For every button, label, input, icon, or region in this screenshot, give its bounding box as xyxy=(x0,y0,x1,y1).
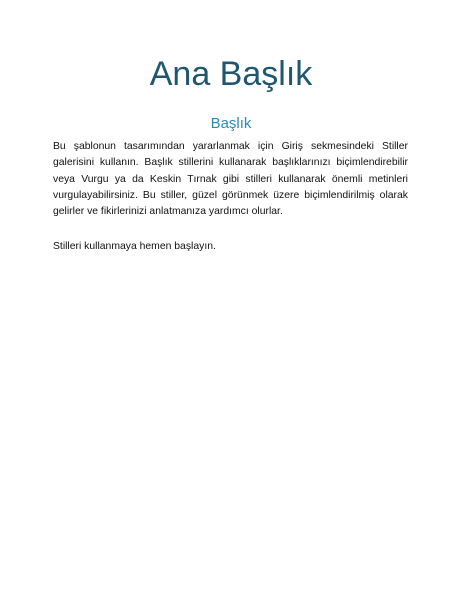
section-heading: Başlık xyxy=(210,115,252,132)
body-paragraph-1: Bu şablonun tasarımından yararlanmak için Giriş sekmesindeki Stiller galerisini kullanın. Başlık stillerini kullanarak başlıklarınızı biçimlendirebilir veya Vurgu ya da Keskin Tırnak gibi stilleri kullanarak önemli metinleri vurgulayabilirsiniz. Bu stiller, güzel görünmek üzere biçimlendirilmiş olarak gelirler ve fikirlerinizi anlatmanıza yardımcı olurlar. xyxy=(53,141,408,218)
body-paragraph-2: Stilleri kullanmaya hemen başlayın. xyxy=(53,241,216,252)
document-title: Ana Başlık xyxy=(149,55,313,93)
